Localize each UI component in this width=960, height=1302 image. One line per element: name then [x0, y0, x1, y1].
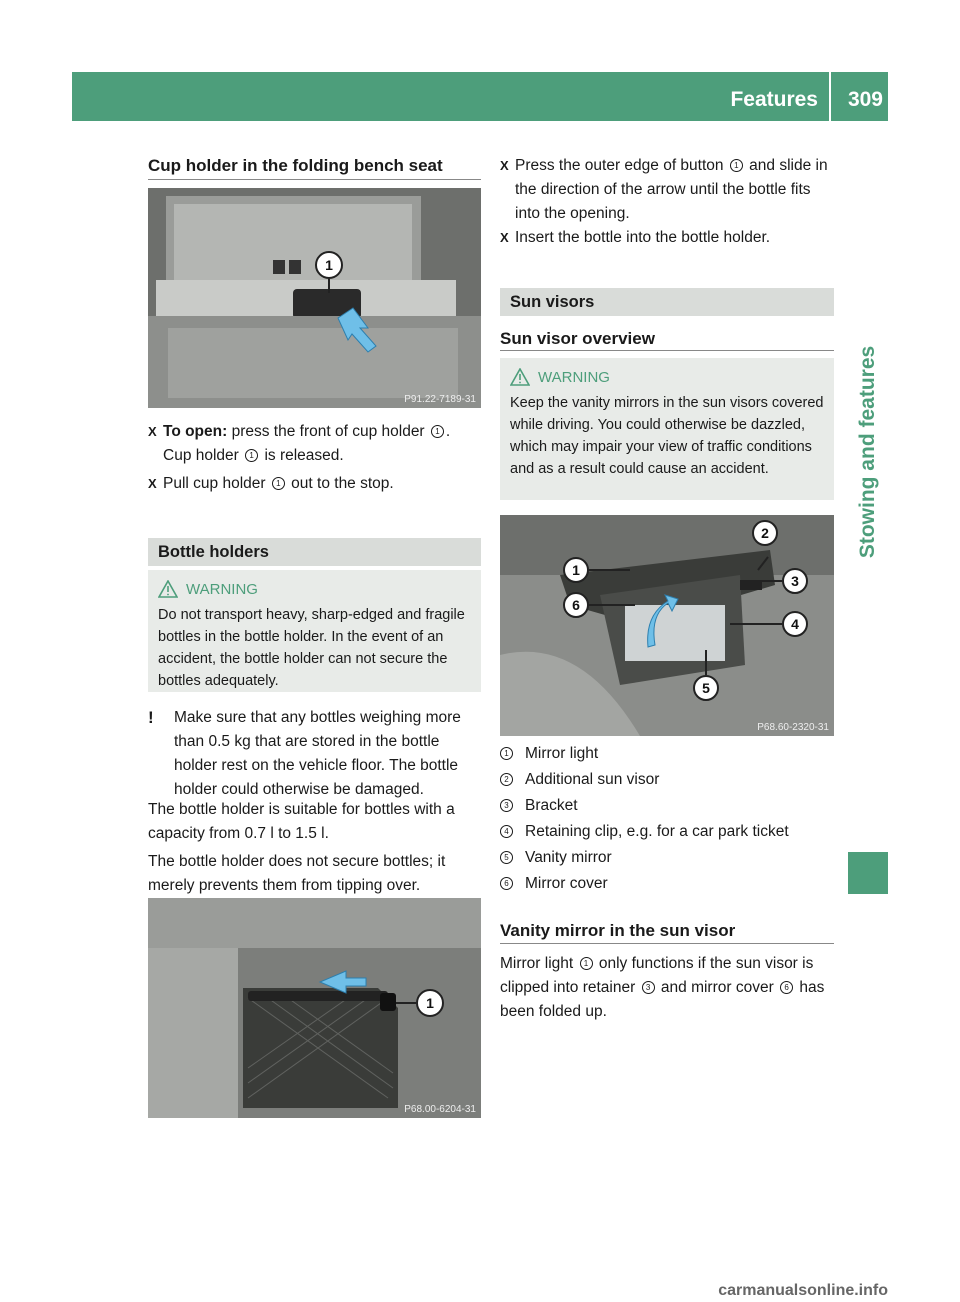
section-bottle-holders — [148, 538, 481, 566]
step-text: Press the outer edge of button — [515, 157, 724, 174]
callout-ref: 1 — [730, 159, 743, 172]
heading-cup-holder: Cup holder in the folding bench seat — [148, 156, 443, 175]
heading-rule — [148, 179, 481, 180]
warning-text: Do not transport heavy, sharp-edged and fragile bottles in the bottle holder. In the event of an accident, the bottle holder can not secure the bottles adequately. — [158, 607, 465, 689]
step-text: press the front of cup holder — [231, 423, 425, 440]
step-lead: To open: — [163, 423, 228, 440]
warning-text: Keep the vanity mirrors in the sun visors covered while driving. You could otherwise be dazzled, which may impair your view of traffic conditions and as a result could cause an accident. — [510, 395, 824, 477]
note-text: Make sure that any bottles weighing more than 0.5 kg that are stored in the bottle holder rest on the vehicle floor. The bottle holder could otherwise be damaged. — [174, 709, 461, 798]
warning-title: WARNING — [538, 368, 610, 386]
callout-ref: 1 — [272, 477, 285, 490]
warning-triangle-icon — [158, 580, 178, 598]
callout-ref: 1 — [431, 425, 444, 438]
callout-ref: 1 — [580, 957, 593, 970]
sun-visor-photo — [500, 515, 834, 736]
step-marker: X — [148, 476, 157, 491]
photo2-callout: 1 — [426, 995, 434, 1011]
heading-rule — [500, 350, 834, 351]
para-secure: The bottle holder does not secure bottles; it merely prevents them from tipping over. — [148, 853, 446, 894]
heading-sun-visor-overview: Sun visor overview — [500, 329, 655, 348]
step-text3: is released. — [264, 447, 344, 464]
legend-item: 2 Additional sun visor — [500, 767, 659, 793]
header-bar — [72, 72, 888, 121]
heading-vanity-mirror: Vanity mirror in the sun visor — [500, 921, 736, 940]
section-sun-visors — [500, 288, 834, 316]
step-text: Insert the bottle into the bottle holder. — [515, 229, 771, 246]
callout-ref: 3 — [642, 981, 655, 994]
para-capacity: The bottle holder is suitable for bottles with a capacity from 0.7 l to 1.5 l. — [148, 801, 455, 842]
callout-3: 3 — [791, 573, 799, 589]
photo1-callout: 1 — [325, 257, 333, 273]
section-title: Bottle holders — [158, 543, 269, 561]
legend-item: 1 Mirror light — [500, 741, 598, 767]
callout-2: 2 — [761, 525, 769, 541]
photo1-code: P91.22-7189-31 — [404, 394, 476, 405]
photo2-code: P68.00-6204-31 — [404, 1104, 476, 1115]
step-text2: . Cup holder — [163, 423, 451, 464]
legend-item: 6 Mirror cover — [500, 871, 608, 897]
side-tab-label: Stowing and features — [856, 345, 879, 559]
note-bottle-weight — [148, 706, 481, 802]
callout-1: 1 — [572, 562, 580, 578]
step-marker: X — [148, 424, 157, 439]
warning-box-bottle — [148, 570, 481, 692]
section-title: Sun visors — [510, 293, 595, 311]
step-marker: X — [500, 158, 509, 173]
attention-icon: ! — [148, 708, 154, 727]
legend-item: 4 Retaining clip, e.g. for a car park ticket — [500, 819, 789, 845]
warning-title: WARNING — [186, 580, 258, 598]
step-text2: out to the stop. — [291, 475, 394, 492]
header-title: Features — [730, 88, 818, 111]
callout-ref: 6 — [780, 981, 793, 994]
callout-ref: 1 — [245, 449, 258, 462]
legend-item: 3 Bracket — [500, 793, 578, 819]
warning-box-sun-visor — [500, 358, 834, 500]
cup-holder-photo — [148, 188, 481, 408]
photo3-code: P68.60-2320-31 — [757, 722, 829, 733]
warning-triangle-icon — [510, 368, 530, 386]
step-text2: and slide in the direction of the arrow until the bottle fits into the opening. — [515, 157, 828, 222]
callout-4: 4 — [791, 616, 799, 632]
heading-rule — [500, 943, 834, 944]
step-marker: X — [500, 230, 509, 245]
callout-6: 6 — [572, 597, 580, 613]
header-separator — [829, 72, 831, 121]
legend-item: 5 Vanity mirror — [500, 845, 612, 871]
side-tab-marker — [848, 852, 888, 894]
bottle-holder-photo — [148, 898, 481, 1118]
side-tab — [848, 272, 888, 632]
page-number: 309 — [847, 88, 883, 111]
step-text: Pull cup holder — [163, 475, 266, 492]
para-mirror-light: Mirror light 1 only functions if the sun visor is clipped into retainer 3 and mirror cover 6 has been folded up. — [500, 955, 825, 1020]
footer-watermark: carmanualsonline.info — [718, 1282, 888, 1299]
callout-5: 5 — [702, 680, 710, 696]
